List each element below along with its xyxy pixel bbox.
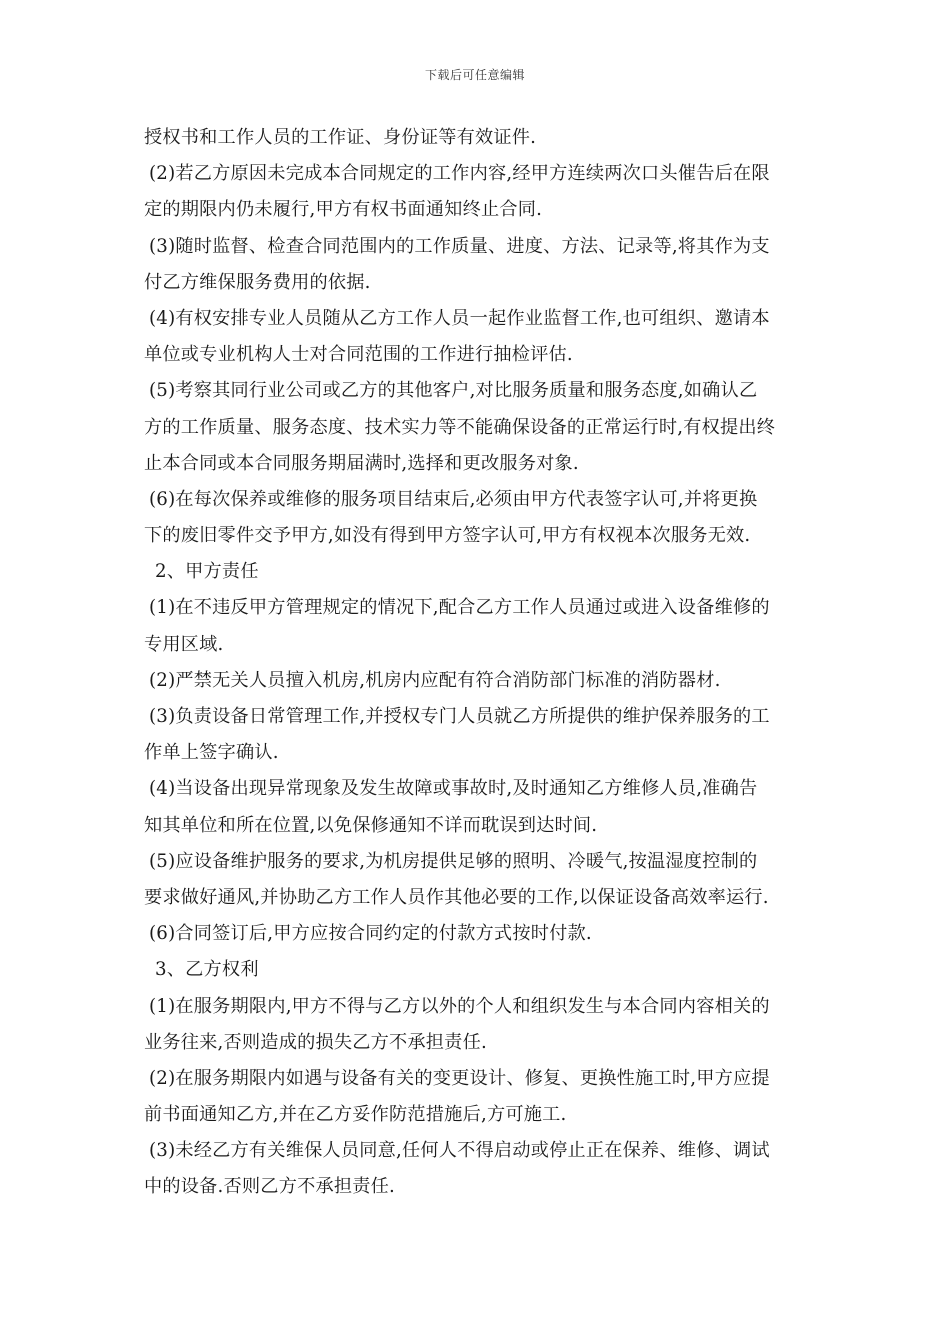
text-line: (2)严禁无关人员擅入机房,机房内应配有符合消防部门标准的消防器材. [149, 669, 721, 691]
page-header: 下载后可任意编辑 [424, 68, 525, 82]
text-line: (1)在不违反甲方管理规定的情况下,配合乙方工作人员通过或进入设备维修的 [149, 597, 770, 619]
text-line: (4)有权安排专业人员随从乙方工作人员一起作业监督工作,也可组织、邀请本 [149, 307, 770, 329]
text-line: (4)当设备出现异常现象及发生故障或事故时,及时通知乙方维修人员,准确告 [149, 778, 758, 800]
text-line: 作单上签字确认. [144, 742, 279, 764]
text-line: 定的期限内仍未履行,甲方有权书面通知终止合同. [144, 199, 543, 221]
text-line: 前书面通知乙方,并在乙方妥作防范措施后,方可施工. [144, 1104, 567, 1126]
text-line: 知其单位和所在位置,以免保修通知不详而耽误到达时间. [144, 814, 598, 836]
text-line: 中的设备.否则乙方不承担责任. [144, 1176, 396, 1198]
text-line: (3)负责设备日常管理工作,并授权专门人员就乙方所提供的维护保养服务的工 [149, 706, 770, 727]
text-line: (3)未经乙方有关维保人员同意,任何人不得启动或停止正在保养、维修、调试 [149, 1140, 770, 1162]
section-heading: 2、甲方责任 [155, 561, 259, 583]
text-line: 付乙方维保服务费用的依据. [144, 271, 371, 293]
document-body [144, 120, 810, 1206]
text-line: 止本合同或本合同服务期届满时,选择和更改服务对象. [144, 452, 579, 474]
section-heading: 3、乙方权利 [155, 959, 259, 981]
text-line: 单位或专业机构人士对合同范围的工作进行抽检评估. [144, 344, 573, 366]
text-line: 下的废旧零件交予甲方,如没有得到甲方签字认可,甲方有权视本次服务无效. [144, 525, 751, 547]
text-line: 专用区域. [144, 633, 224, 655]
text-line: (5)考察其同行业公司或乙方的其他客户,对比服务质量和服务态度,如确认乙 [149, 380, 758, 402]
text-line: (5)应设备维护服务的要求,为机房提供足够的照明、冷暖气,按温湿度控制的 [149, 850, 758, 872]
text-line: (3)随时监督、检查合同范围内的工作质量、进度、方法、记录等,将其作为支 [149, 235, 770, 257]
text-line: (2)在服务期限内如遇与设备有关的变更设计、修复、更换性施工时,甲方应提 [149, 1067, 770, 1089]
text-line: 业务往来,否则造成的损失乙方不承担责任. [144, 1031, 487, 1053]
text-line: 授权书和工作人员的工作证、身份证等有效证件. [144, 127, 537, 148]
text-line: (2)若乙方原因未完成本合同规定的工作内容,经甲方连续两次口头催告后在限 [149, 163, 770, 185]
text-line: 方的工作质量、服务态度、技术实力等不能确保设备的正常运行时,有权提出终 [144, 416, 776, 438]
text-line: (6)在每次保养或维修的服务项目结束后,必须由甲方代表签字认可,并将更换 [149, 488, 758, 510]
text-line: (1)在服务期限内,甲方不得与乙方以外的个人和组织发生与本合同内容相关的 [149, 995, 770, 1017]
text-line: (6)合同签订后,甲方应按合同约定的付款方式按时付款. [149, 923, 592, 945]
text-line: 要求做好通风,并协助乙方工作人员作其他必要的工作,以保证设备高效率运行. [144, 886, 769, 908]
